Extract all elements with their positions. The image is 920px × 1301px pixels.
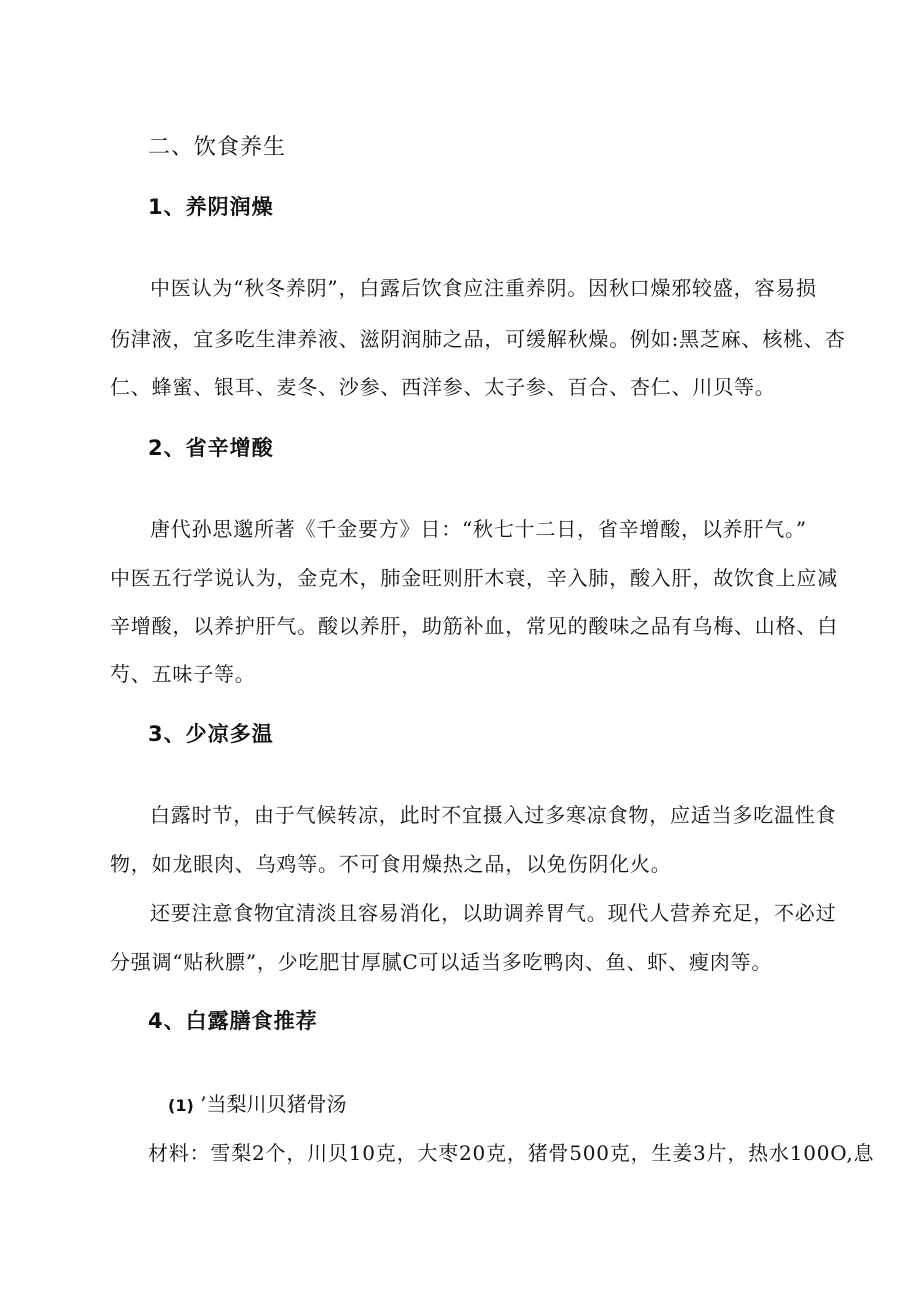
- paragraph-line: 还要注意食物宜清淡且容易消化，以助调养胃气。现代人营养充足，不必过: [150, 901, 837, 925]
- section-title: 二、饮食养生: [148, 135, 287, 160]
- subsection-heading-1: 1、养阴润燥: [148, 195, 274, 219]
- subsection-heading-3: 3、少凉多温: [148, 722, 274, 746]
- paragraph-line: 分强调“贴秋膘”，少吃肥甘厚腻C可以适当多吃鸭肉、鱼、虾、瘦肉等。: [110, 950, 773, 974]
- paragraph-line: 白露时节，由于气候转凉，此时不宜摄入过多寒凉食物，应适当多吃温性食: [150, 803, 837, 827]
- paragraph-line: 中医认为“秋冬养阴”，白露后饮食应注重养阴。因秋口燥邪较盛，容易损: [150, 276, 817, 300]
- recipe-title: ’当梨川贝猪骨汤: [200, 1092, 347, 1116]
- subsection-heading-2: 2、省辛增酸: [148, 436, 274, 460]
- paragraph-line: 辛增酸，以养护肝气。酸以养肝，助筋补血，常见的酸味之品有乌梅、山格、白: [110, 614, 838, 638]
- paragraph-line: 伤津液，宜多吃生津养液、滋阴润肺之品，可缓解秋燥。例如:黑芝麻、核桃、杏: [110, 327, 846, 351]
- subsection-heading-4: 4、白露膳食推荐: [148, 1009, 318, 1033]
- recipe-number: (1): [168, 1096, 194, 1115]
- paragraph-line: 物，如龙眼肉、乌鸡等。不可食用燥热之品，以免伤阴化火。: [110, 852, 672, 876]
- recipe-materials: 材料：雪梨2个，川贝10克，大枣20克，猪骨500克，生姜3片，热水100O,息: [148, 1141, 875, 1165]
- recipe-heading: [168, 1088, 346, 1117]
- paragraph-line: 中医五行学说认为，金克木，肺金旺则肝木衰，辛入肺，酸入肝，故饮食上应减: [110, 566, 838, 590]
- paragraph-line: 唐代孙思邈所著《千金要方》日：“秋七十二日，省辛增酸，以养肝气。”: [150, 517, 807, 541]
- paragraph-line: 芍、五味子等。: [110, 662, 256, 686]
- paragraph-line: 仁、蜂蜜、银耳、麦冬、沙参、西洋参、太子参、百合、杏仁、川贝等。: [110, 375, 776, 399]
